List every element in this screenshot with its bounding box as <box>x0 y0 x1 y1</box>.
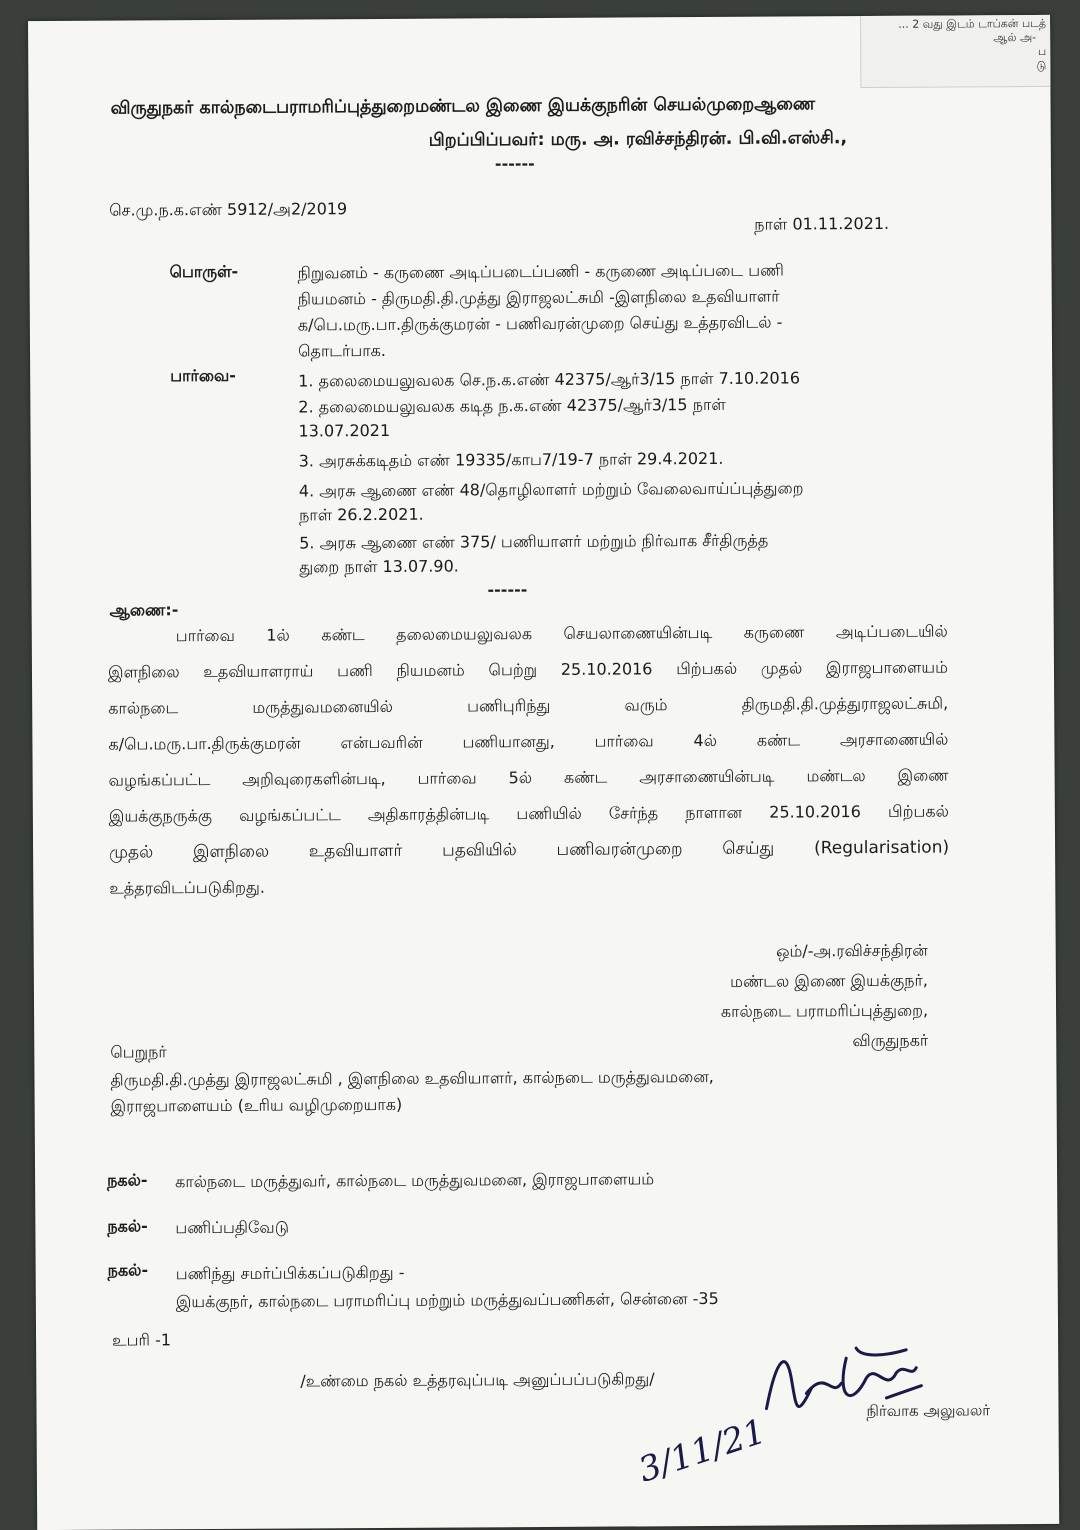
corner-clipping <box>860 15 1050 88</box>
order-line: கால்நடை மருத்துவமனையில் பணிபுரிந்து வரும் திருமதி.தி.முத்துராஜலட்சுமி, <box>108 693 949 718</box>
subject-line: நிறுவனம் - கருணை அடிப்படைப்பணி - கருணை அடிப்படை பணி <box>297 260 784 283</box>
reference-item: 3. அரசுக்கடிதம் எண் 19335/காப7/19-7 நாள் 29.4.2021. <box>298 448 724 471</box>
recipient-label: பெறுநர் <box>110 1042 167 1062</box>
corner-text: டு <box>1036 58 1047 72</box>
copy-label: நகல்- <box>107 1216 148 1236</box>
signatory-block <box>720 936 928 1057</box>
order-line: க/பெ.மரு.பா.திருக்குமரன் என்பவரின் பணியானது, பார்வை 4ல் கண்ட அரசாணையில் <box>108 729 949 754</box>
references-label: பார்வை- <box>170 365 236 386</box>
reference-number: செ.மு.ந.க.எண் 5912/அ2/2019 <box>109 199 348 220</box>
document-page <box>28 15 1059 1530</box>
order-date: நாள் 01.11.2021. <box>754 213 890 234</box>
order-line: முதல் இளநிலை உதவியாளர் பதவியில் பணிவரன்முறை செய்து (Regularisation) <box>109 837 950 863</box>
header-divider: ------ <box>494 154 535 174</box>
references-divider: ------ <box>487 580 528 600</box>
handwritten-date: 3/11/21 <box>633 1411 771 1491</box>
signatory-name: ஒம்/-அ.ரவிச்சந்திரன் <box>775 940 928 961</box>
order-line: இளநிலை உதவியாளராய் பணி நியமனம் பெற்று 25.10.2016 பிற்பகல் முதல் இராஜபாளையம் <box>107 657 949 682</box>
reference-item: நாள் 26.2.2021. <box>298 504 424 525</box>
corner-text: ... 2 வது இடம் டாப்கன் படத் <box>898 16 1047 31</box>
reference-item: 4. அரசு ஆணை எண் 48/தொழிலாளர் மற்றும் வேலைவாய்ப்புத்துறை <box>298 478 804 501</box>
order-line: பார்வை 1ல் கண்ட தலைமையலுவலக செயலாணையின்படி கருணை அடிப்படையில் <box>175 621 948 646</box>
copy-text: இயக்குநர், கால்நடை பராமரிப்பு மற்றும் மருத்துவப்பணிகள், சென்னை -35 <box>175 1288 719 1312</box>
corner-text: ஆல் அ- <box>993 30 1037 45</box>
corner-text: ப <box>1037 44 1047 58</box>
copy-label: நகல்- <box>107 1170 148 1190</box>
order-paragraph <box>108 614 950 907</box>
subject-line: க/பெ.மரு.பா.திருக்குமரன் - பணிவரன்முறை செய்து உத்தரவிடல் - <box>297 312 783 335</box>
order-line: இயக்குநருக்கு வழங்கப்பட்ட அதிகாரத்தின்படி பணியில் சேர்ந்த நாளான 25.10.2016 பிற்பகல் <box>108 801 949 826</box>
copy-label: நகல்- <box>107 1260 149 1280</box>
reference-item: துறை நாள் 13.07.90. <box>299 556 459 577</box>
order-line: உத்தரவிடப்படுகிறது. <box>109 877 265 898</box>
copy-text: பணிந்து சமர்ப்பிக்கப்படுகிறது - <box>175 1262 405 1284</box>
document-title: விருதுநகர் கால்நடைபராமரிப்புத்துறைமண்டல இணை இயக்குநரின் செயல்முறைஆணை <box>110 94 816 119</box>
signatory-department: கால்நடை பராமரிப்புத்துறை, <box>720 1000 929 1021</box>
reference-item: 5. அரசு ஆணை எண் 375/ பணியாளர் மற்றும் நிர்வாக சீர்திருத்த <box>299 530 769 553</box>
true-copy-note: /உண்மை நகல் உத்தரவுப்படி அனுப்பப்படுகிறது/ <box>300 1369 655 1391</box>
copy-text: பணிப்பதிவேடு <box>175 1217 290 1238</box>
signatory-designation: மண்டல இணை இயக்குநர், <box>729 970 928 991</box>
order-line: வழங்கப்பட்ட அறிவுரைகளின்படி, பார்வை 5ல் கண்ட அரசாணையின்படி மண்டல இணை <box>108 765 949 790</box>
officer-title: நிர்வாக அலுவலர் <box>866 1401 991 1421</box>
subject-line: தொடர்பாக. <box>297 340 387 361</box>
recipient-line: இராஜபாளையம் (உரிய வழிமுறையாக) <box>110 1094 403 1116</box>
reference-item: 1. தலைமையலுவலக செ.ந.க.எண் 42375/ஆர்3/15 நாள் 7.10.2016 <box>298 368 801 391</box>
reference-item: 2. தலைமையலுவலக கடித ந.க.எண் 42375/ஆர்3/15 நாள் <box>298 394 726 417</box>
copy-text: கால்நடை மருத்துவர், கால்நடை மருத்துவமனை, இராஜபாளையம் <box>175 1169 655 1192</box>
signatory-place: விருதுநகர் <box>852 1030 929 1051</box>
subject-line: நியமனம் - திருமதி.தி.முத்து இராஜலட்சுமி -இளநிலை உதவியாளர் <box>297 286 780 309</box>
recipient-line: திருமதி.தி.முத்து இராஜலட்சுமி , இளநிலை உதவியாளர், கால்நடை மருத்துவமனை, <box>110 1066 714 1090</box>
spare-copy: உபரி -1 <box>112 1330 172 1350</box>
subject-label: பொருள்- <box>169 261 239 282</box>
order-label: ஆணை:- <box>109 600 179 620</box>
reference-item: 13.07.2021 <box>298 420 391 441</box>
issuer-line: பிறப்பிப்பவர்: மரு. அ. ரவிச்சந்திரன். பி.வி.எஸ்சி., <box>428 128 848 151</box>
